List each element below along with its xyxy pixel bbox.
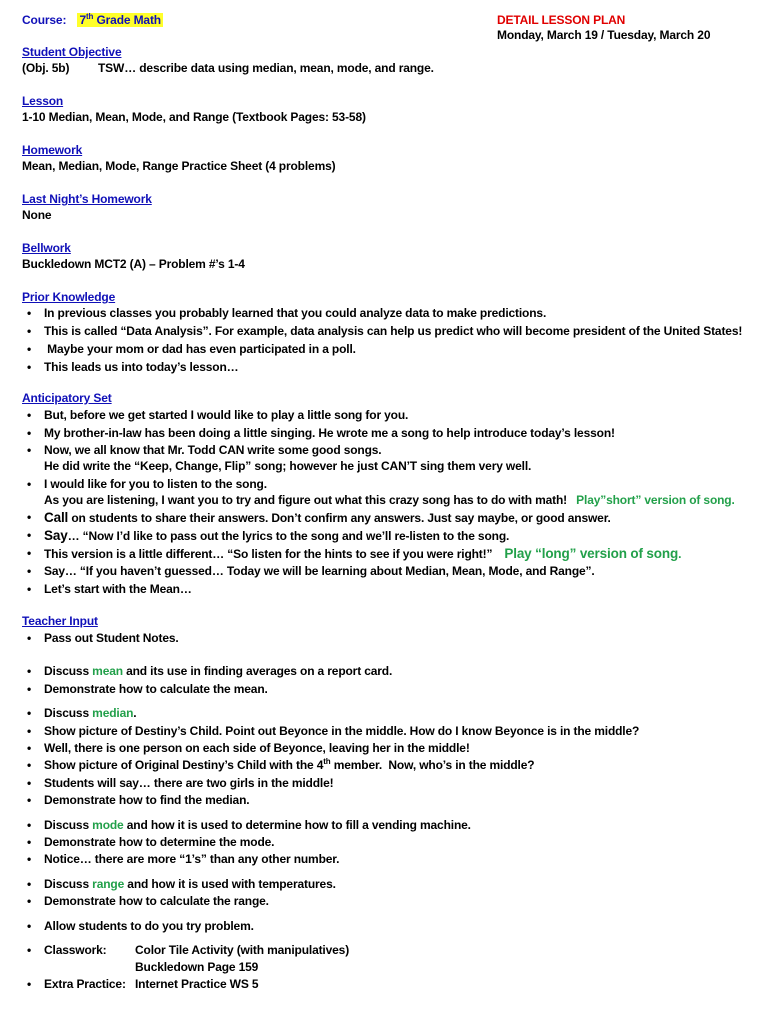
term-median: median: [92, 706, 134, 720]
course-line: [22, 13, 163, 28]
classwork-item: Buckledown Page 159: [135, 960, 259, 974]
teacher-input-heading: Teacher Input: [22, 614, 98, 628]
extra-practice-item: Internet Practice WS 5: [135, 977, 259, 991]
homework-heading: Homework: [22, 143, 83, 157]
list-item-continuation: As you are listening, I want you to try and figure out what this crazy song has to do with math! Play”short” version of song.: [44, 493, 735, 507]
last-homework-heading: Last Night’s Homework: [22, 192, 152, 206]
objective-code: (Obj. 5b): [22, 61, 70, 75]
play-short-song-note: Play”short” version of song: [576, 493, 732, 507]
term-mode: mode: [92, 818, 124, 832]
lesson-text: 1-10 Median, Mean, Mode, and Range (Textbook Pages: 53-58): [22, 110, 366, 124]
lesson-date: Monday, March 19 / Tuesday, March 20: [497, 28, 711, 42]
lesson-plan-page: Course: 7th Grade Math DETAIL LESSON PLAN Monday, March 19 / Tuesday, March 20 Student Objective (Obj. 5b) TSW… describe data using median, mean, mode, and range. Lesson 1-10 Median, Mean, Mode, and Range (Textbook Pages: 53-58) Homework Mean, Median, Mode, Range Practice Sheet (4 problems) Last Night’s Homework None Bellwork Buckledown MCT2 (A) – Problem #’s 1-4 Prior Knowledge • In previous classes you probably learned that you could analyze data to make predictions. • This is called “Data Analysis”. For example, data analysis can help us predict who will become president of the United States! • Maybe your mom or dad has even participated in a poll. • This leads us into today’s lesson… Anticipatory Set • But, before we get started I would like to play a little song for you. • My brother-in-law has been doing a little singing. He wrote me a song to help introduce today’s lesson! • Now, we all know that Mr. Todd CAN write some good songs. He did write the “Keep, Change, Flip” song; however he just CAN’T sing them very well. • I would like for you to listen to the song. As you are listening, I want you to try and figure out what this crazy song has to do with math! Play”short” version of song. • Call on students to share their answers. Don’t confirm any answers. Just say maybe, or good answer. • Say… “Now I’d like to pass out the lyrics to the song and we’ll re-listen to the song. • This version is a little different… “So listen for the hints to see if you were right!” Play “long” version of song. • Say… “If you haven’t guessed… Today we will be learning about Median, Mean, Mode, and Range”. • Let’s start with the Mean… Teacher Input • Pass out Student Notes. • Discuss mean and its use in finding averages on a report card. • Demonstrate how to calculate the mean. • Discuss median. • Show picture of Destiny’s Child. Point out Beyonce in the middle. How do I know Beyonce is in the middle? • Well, there is one person on each side of Beyonce, leaving her in the middle! • Show picture of Original Destiny’s Child with the 4th member. Now, who’s in the middle? • Students will say… there are two girls in the middle! • Demonstrate how to find the median. • Discuss mode and how it is used to determine how to fill a vending machine. • Demonstrate how to determine the mode. • Notice… there are more “1’s” than any other number. • Discuss range and how it is used with temperatures. • Demonstrate how to calculate the range. • Allow students to do you try problem. • Classwork: Color Tile Activity (with manipulatives) Buckledown Page 159 • Extra Practice: Internet Practice WS 5: [22, 12, 743, 991]
extra-practice-label: Extra Practice:: [44, 977, 126, 991]
classwork-item: Color Tile Activity (with manipulatives): [135, 943, 350, 957]
course-grade: 7th Grade Math: [79, 12, 161, 27]
term-mean: mean: [92, 664, 123, 678]
plan-title: DETAIL LESSON PLAN: [497, 13, 626, 27]
bellwork-heading: Bellwork: [22, 241, 71, 255]
objective-heading: Student Objective: [22, 45, 122, 59]
list-item-continuation: He did write the “Keep, Change, Flip” song; however he just CAN’T sing them very well.: [44, 459, 532, 473]
anticipatory-heading: Anticipatory Set: [22, 391, 112, 405]
course-label: Course:: [22, 13, 67, 27]
homework-text: Mean, Median, Mode, Range Practice Sheet (4 problems): [22, 159, 336, 173]
bellwork-text: Buckledown MCT2 (A) – Problem #’s 1-4: [22, 257, 245, 271]
classwork-label: Classwork:: [44, 943, 107, 957]
last-homework-text: None: [22, 208, 52, 222]
lesson-heading: Lesson: [22, 94, 64, 108]
play-long-song-note: Play “long” version of song: [504, 546, 679, 561]
prior-knowledge-heading: Prior Knowledge: [22, 290, 116, 304]
objective-text: TSW… describe data using median, mean, mode, and range.: [98, 61, 434, 75]
term-range: range: [92, 877, 125, 891]
